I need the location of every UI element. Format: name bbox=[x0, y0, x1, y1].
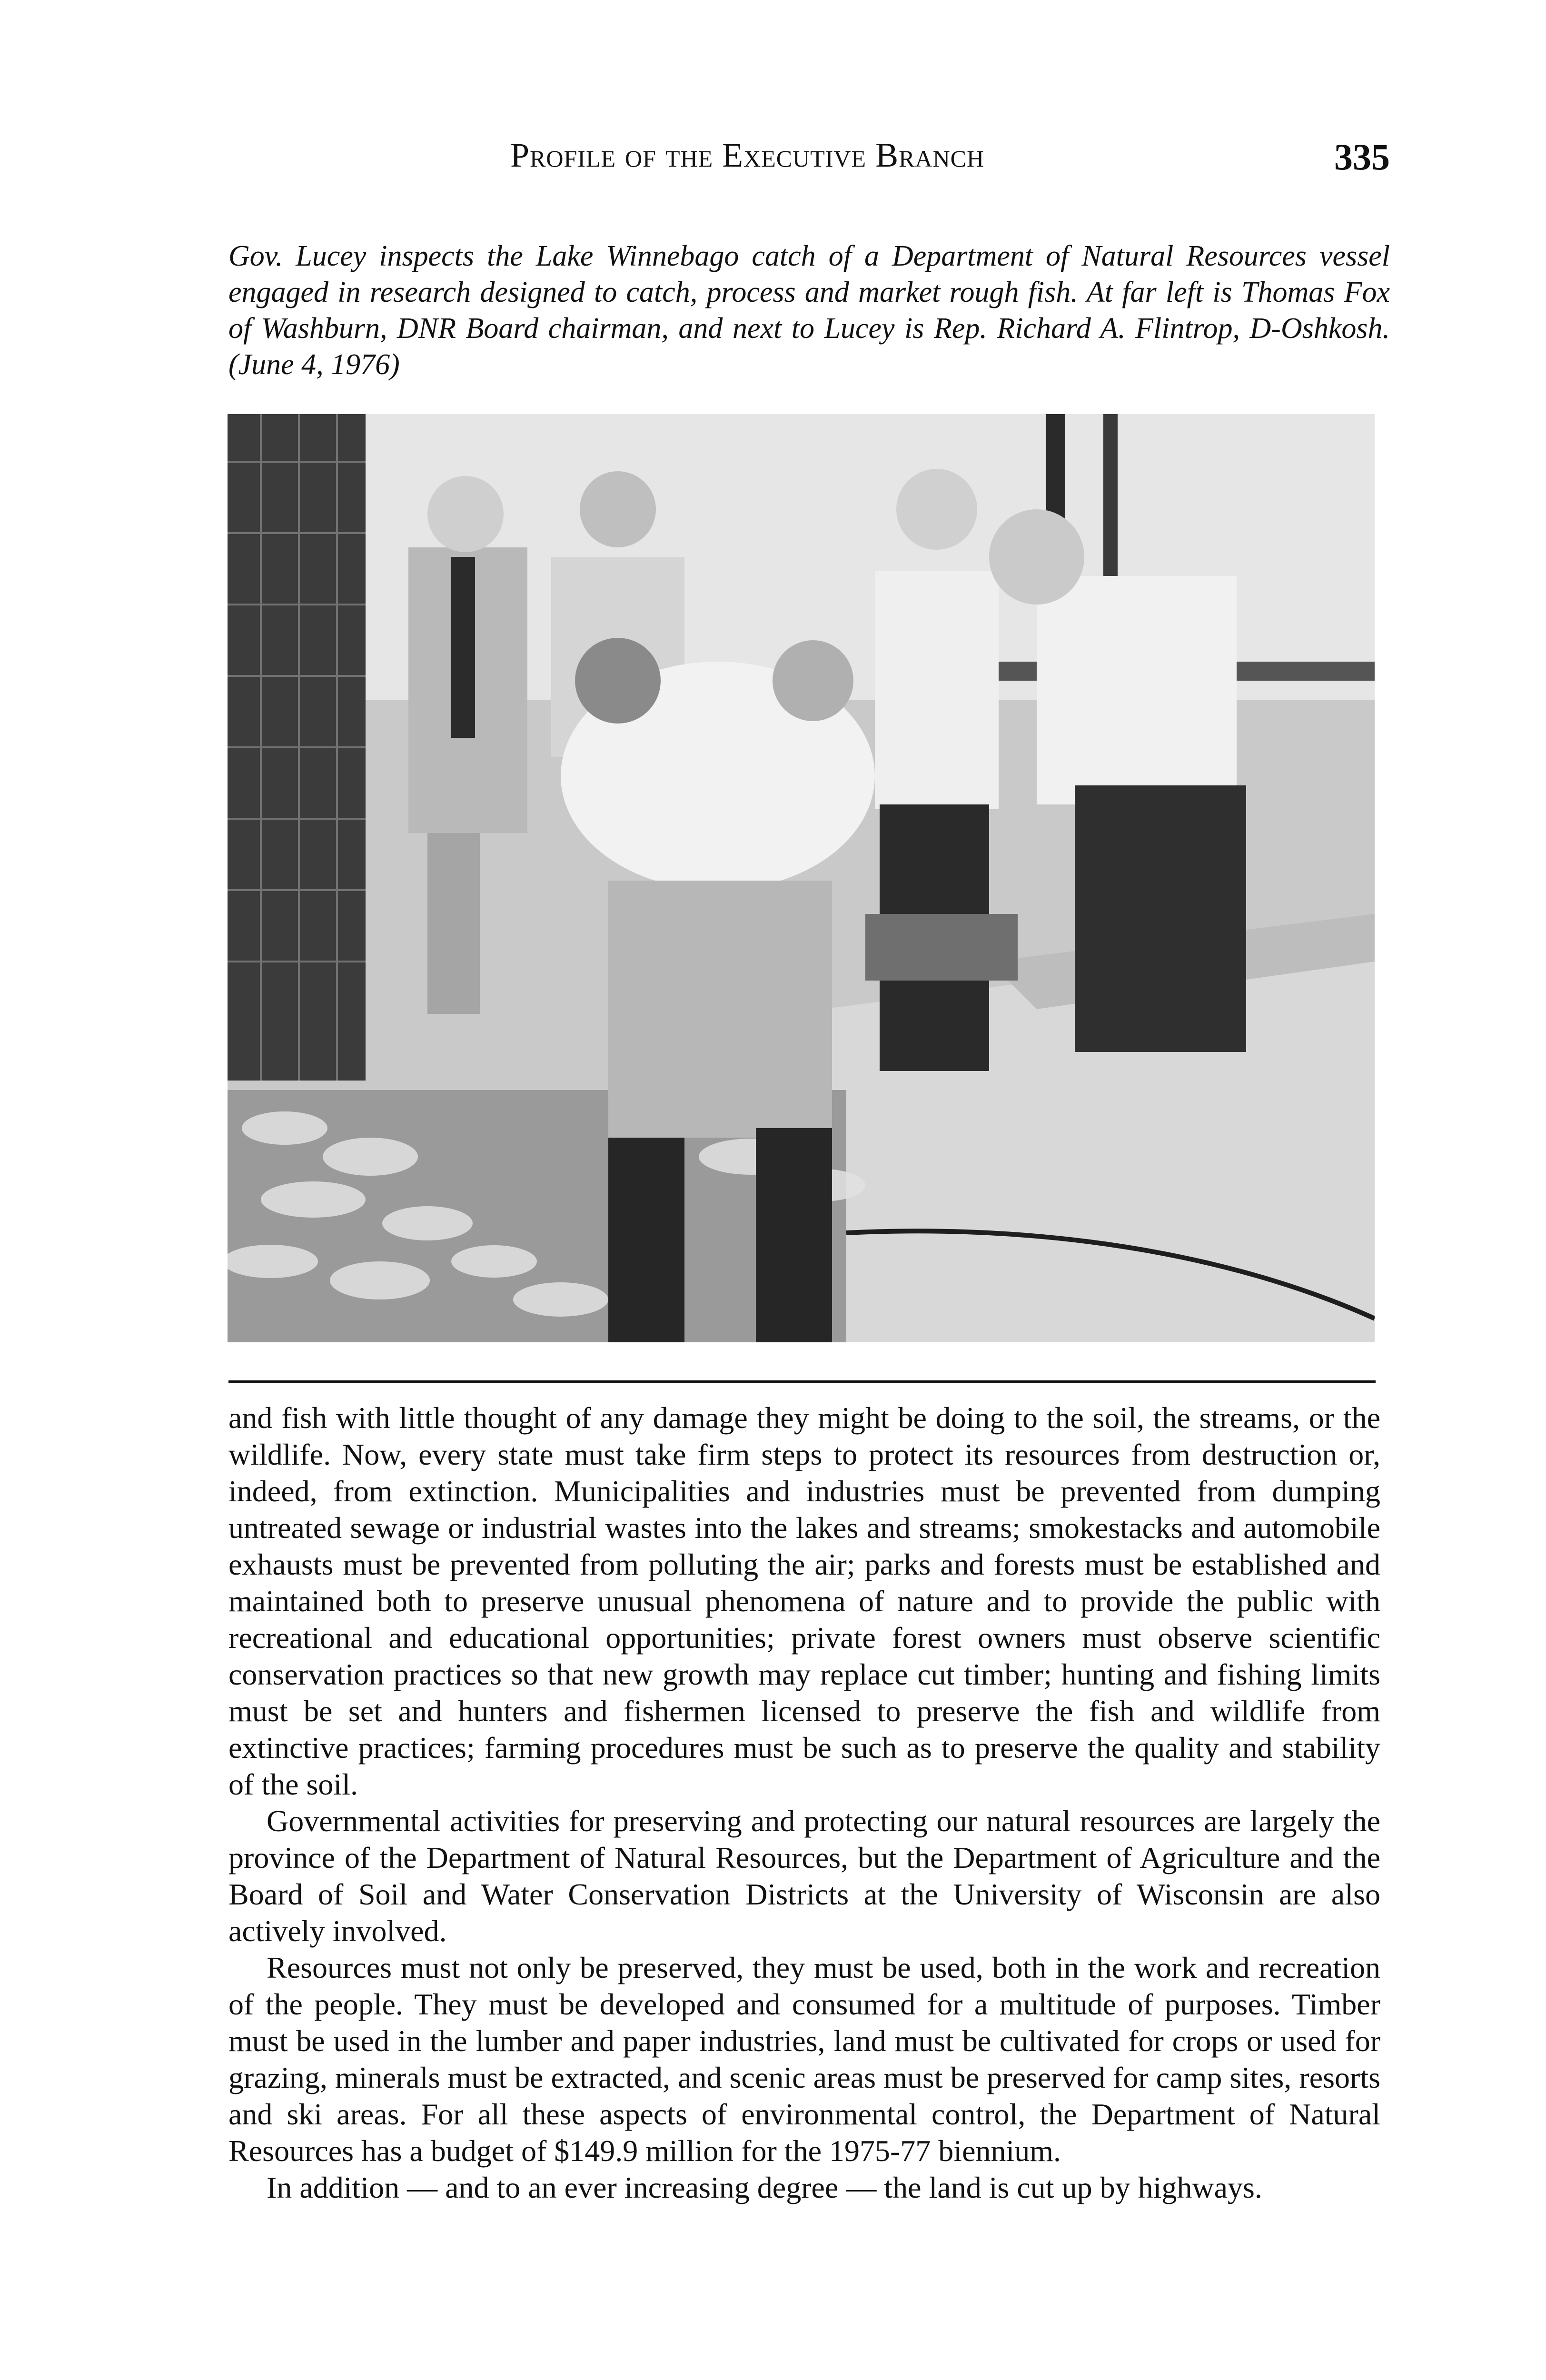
section-divider bbox=[228, 1380, 1376, 1383]
paragraph-4: In addition — and to an ever increasing degree — the land is cut up by highways. bbox=[267, 2171, 1262, 2204]
page-number: 335 bbox=[1334, 136, 1390, 178]
paragraph-3: Resources must not only be preserved, they must be used, both in the work and recreation of the people. They must be developed and consumed for a multitude of purposes. Timber must be used in the lumber and paper industries, land must be cultivated for crops or used for grazing, minerals must be extracted, and scenic areas must be preserved for camp sites, resorts and ski areas. For all these aspects of environmental control, the Department of Natural Resources has a budget of $149.9 million for the 1975-77 biennium. bbox=[228, 1951, 1380, 2168]
page-header bbox=[228, 136, 1390, 193]
photograph bbox=[228, 414, 1375, 1342]
paragraph-1: and fish with little thought of any damage they might be doing to the soil, the streams, or the wildlife. Now, every state must take firm steps to protect its resources from destruction or, indeed, from extinction. Municipalities and industries must be prevented from dumping untreated sewage or industrial wastes into the lakes and streams; smokestacks and automobile exhausts must be prevented from polluting the air; parks and forests must be established and maintained both to preserve unusual phenomena of nature and to provide the public with recreational and educational opportunities; private forest owners must observe scientific conservation practices so that new growth may replace cut timber; hunting and fishing limits must be set and hunters and fishermen licensed to preserve the fish and wildlife from extinctive practices; farming procedures must be such as to preserve the quality and stability of the soil. bbox=[228, 1401, 1380, 1801]
running-title: Profile of the Executive Branch bbox=[510, 136, 985, 174]
paragraph-2: Governmental activities for preserving and protecting our natural resources are largely the province of the Department of Natural Resources, but the Department of Agriculture and the Board of Soil and Water Conservation Districts at the University of Wisconsin are also actively involved. bbox=[228, 1804, 1380, 1948]
photo-caption: Gov. Lucey inspects the Lake Winnebago catch of a Department of Natural Resources vessel engaged in research designed to catch, process and market rough fish. At far left is Thomas Fox of Washburn, DNR Board chairman, and next to Lucey is Rep. Richard A. Flintrop, D-Oshkosh. (June 4, 1976) bbox=[228, 240, 1390, 381]
photograph-illustration bbox=[228, 414, 1375, 1342]
body-text bbox=[228, 1399, 1380, 2206]
